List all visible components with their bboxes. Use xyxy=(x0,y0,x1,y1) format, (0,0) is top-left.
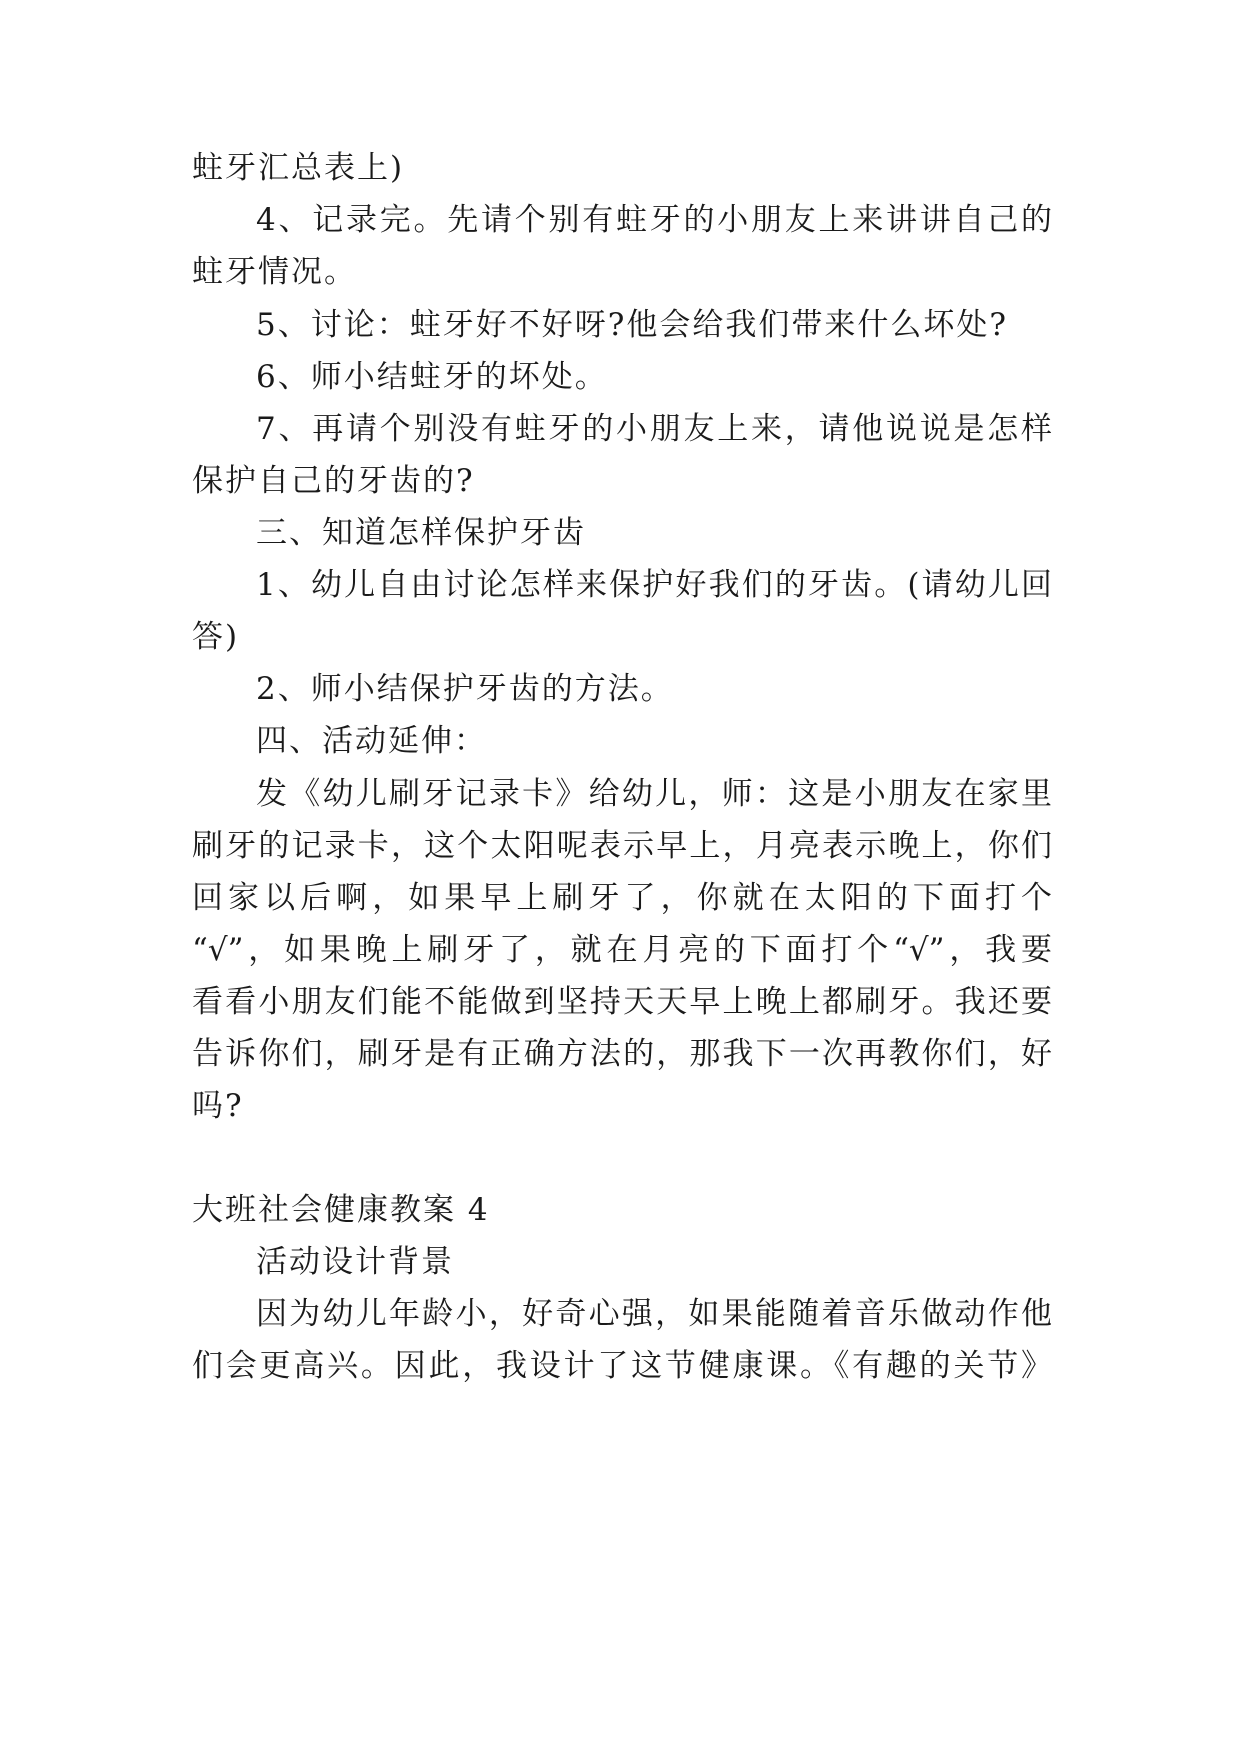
paragraph-line: 保护自己的牙齿的? xyxy=(192,463,475,499)
paragraph-line: 5、讨论：蛀牙好不好呀?他会给我们带来什么坏处? xyxy=(256,307,1008,343)
section-heading: 三、知道怎样保护牙齿 xyxy=(256,515,586,551)
paragraph-line: 因为幼儿年龄小，好奇心强，如果能随着音乐做动作他 xyxy=(256,1296,1052,1332)
paragraph-line: 看看小朋友们能不能做到坚持天天早上晚上都刷牙。我还要 xyxy=(192,984,1052,1020)
paragraph-line: 刷牙的记录卡，这个太阳呢表示早上，月亮表示晚上，你们 xyxy=(192,828,1052,864)
paragraph-line: 答) xyxy=(192,619,240,655)
paragraph-line: 们会更高兴。因此，我设计了这节健康课。《有趣的关节》 xyxy=(192,1348,1052,1384)
paragraph-line: 发《幼儿刷牙记录卡》给幼儿，师：这是小朋友在家里 xyxy=(256,776,1052,812)
paragraph-line: 蛀牙汇总表上) xyxy=(192,150,405,186)
paragraph-line: 回家以后啊，如果早上刷牙了，你就在太阳的下面打个 xyxy=(192,880,1052,916)
paragraph-line: 4、记录完。先请个别有蛀牙的小朋友上来讲讲自己的 xyxy=(256,202,1052,238)
paragraph-line: 2、师小结保护牙齿的方法。 xyxy=(256,671,674,707)
paragraph-line: 1、幼儿自由讨论怎样来保护好我们的牙齿。(请幼儿回 xyxy=(256,567,1052,603)
paragraph-line: 吗? xyxy=(192,1088,244,1124)
section-heading: 活动设计背景 xyxy=(256,1244,454,1280)
paragraph-line: “√”，如果晚上刷牙了，就在月亮的下面打个“√”，我要 xyxy=(192,932,1052,968)
document-heading: 大班社会健康教案 4 xyxy=(192,1192,490,1228)
section-heading: 四、活动延伸： xyxy=(256,723,487,759)
paragraph-line: 蛀牙情况。 xyxy=(192,254,357,290)
paragraph-line: 7、再请个别没有蛀牙的小朋友上来，请他说说是怎样 xyxy=(256,411,1052,447)
paragraph-line: 6、师小结蛀牙的坏处。 xyxy=(256,359,608,395)
paragraph-line: 告诉你们，刷牙是有正确方法的，那我下一次再教你们，好 xyxy=(192,1036,1052,1072)
